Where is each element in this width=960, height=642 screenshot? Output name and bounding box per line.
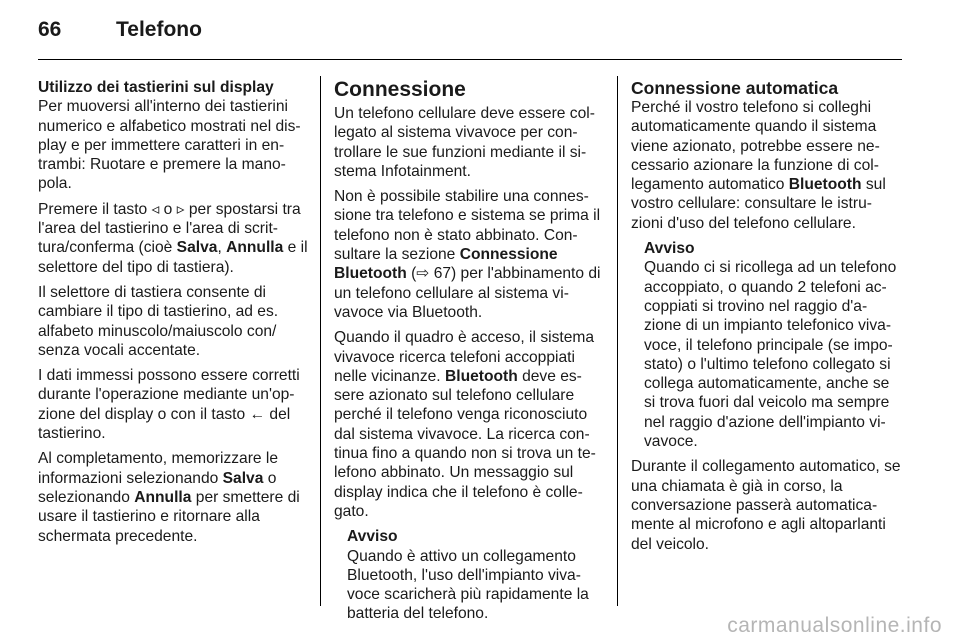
column-divider-2 xyxy=(617,76,618,606)
auto-connection-heading: Connessione automatica xyxy=(631,78,839,98)
bluetooth-term: Bluetooth xyxy=(444,367,518,385)
header-rule xyxy=(38,59,902,60)
note-title: Avviso xyxy=(347,528,398,546)
column-2 xyxy=(334,78,606,630)
note-text: Quando è attivo un collegamento Bluetooth, l'uso dell'impianto viva-voce scaricherà più rapidamente la batteria del telefono. xyxy=(347,547,589,623)
col1-paragraph-3: Il selettore di tastiera consente di cambiare il tipo di tastierino, ad es. alfabeto minuscolo/maiuscolo con/ senza vocali accentate. xyxy=(38,283,279,359)
salva-term: Salva xyxy=(176,239,218,257)
note-box xyxy=(347,527,606,623)
col1-paragraph-5: Al completamento, memorizzare le informazioni selezionando Salva o selezionando Annulla per smettere di usare il tastierino e ritornare alla schermata precedente. xyxy=(38,450,300,545)
column-3 xyxy=(631,78,903,560)
page-number: 66 xyxy=(38,18,62,41)
col1-paragraph-2: Premere il tasto ◃ o ▹ per spostarsi tra l'area del tastierino e l'area di scrit-tura/conferma (cioè Salva, Annulla e il selettore del tipo di tastiera). xyxy=(38,200,308,276)
col3-paragraph-1: Perché il vostro telefono si colleghi automaticamente quando il sistema viene azionato, potrebbe essere ne-cessario azionare la funzione di col-legamento automatico Bluetooth sul vostro cellulare: consultare le istru-zioni d'uso del telefono cellulare. xyxy=(631,99,886,232)
column-divider-1 xyxy=(320,76,321,606)
note-box xyxy=(644,239,903,451)
note-title: Avviso xyxy=(644,240,695,258)
col2-paragraph-1: Un telefono cellulare deve essere col-legato al sistema vivavoce per con-trollare le sue funzioni mediante il si-stema Infotainment. xyxy=(334,105,595,180)
note-text: Quando ci si ricollega ad un telefono accoppiato, o quando 2 telefoni ac-coppiati si trovino nel raggio d'a-zione di un impianto telefonico viva-voce, il telefono principale (se impo-stato) o l'ultimo telefono collegato si collega automaticamente, anche se si trova fuori dal veicolo ma sempre nel raggio d'azione dell'impianto vi-vavoce. xyxy=(644,259,897,451)
watermark: carmanualsonline.info xyxy=(727,614,942,637)
salva-term: Salva xyxy=(222,469,264,487)
annulla-term: Annulla xyxy=(226,239,284,257)
column-1 xyxy=(38,78,310,552)
page-header xyxy=(38,18,202,48)
section-title: Telefono xyxy=(116,18,202,41)
bluetooth-connection-ref: Connessione Bluetooth xyxy=(334,246,558,283)
connection-heading: Connessione xyxy=(334,78,466,101)
bluetooth-term: Bluetooth xyxy=(788,176,862,194)
keypad-subheading: Utilizzo dei tastierini sul display xyxy=(38,79,274,96)
col2-paragraph-2: Non è possibile stabilire una connes-sione tra telefono e sistema se prima il telefono non è stato abbinato. Con-sultare la sezione Connessione Bluetooth (⇨ 67) per l'abbinamento di un telefono cellulare al sistema vi-vavoce via Bluetooth. xyxy=(334,188,601,321)
col1-paragraph-1: Per muoversi all'interno dei tastierini numerico e alfabetico mostrati nel dis-play e per immettere caratteri in en-trambi: Ruotare e premere la mano-pola. xyxy=(38,98,301,193)
col3-paragraph-2: Durante il collegamento automatico, se una chiamata è già in corso, la conversazione passerà automatica-mente al microfono e agli altoparlanti del veicolo. xyxy=(631,458,901,553)
col1-paragraph-4: I dati immessi possono essere corretti durante l'operazione mediante un'op-zione del display o con il tasto ← del tastierino. xyxy=(38,367,300,443)
col2-paragraph-3: Quando il quadro è acceso, il sistema vivavoce ricerca telefoni accoppiati nelle vicinanze. Bluetooth deve es-sere azionato sul telefono cellulare perché il telefono venga riconosciuto dal sistema vivavoce. La ricerca con-tinua fino a quando non si trova un te-lefono abbinato. Un messaggio sul display indica che il telefono è colle-gato. xyxy=(334,329,596,520)
annulla-term: Annulla xyxy=(134,488,192,506)
